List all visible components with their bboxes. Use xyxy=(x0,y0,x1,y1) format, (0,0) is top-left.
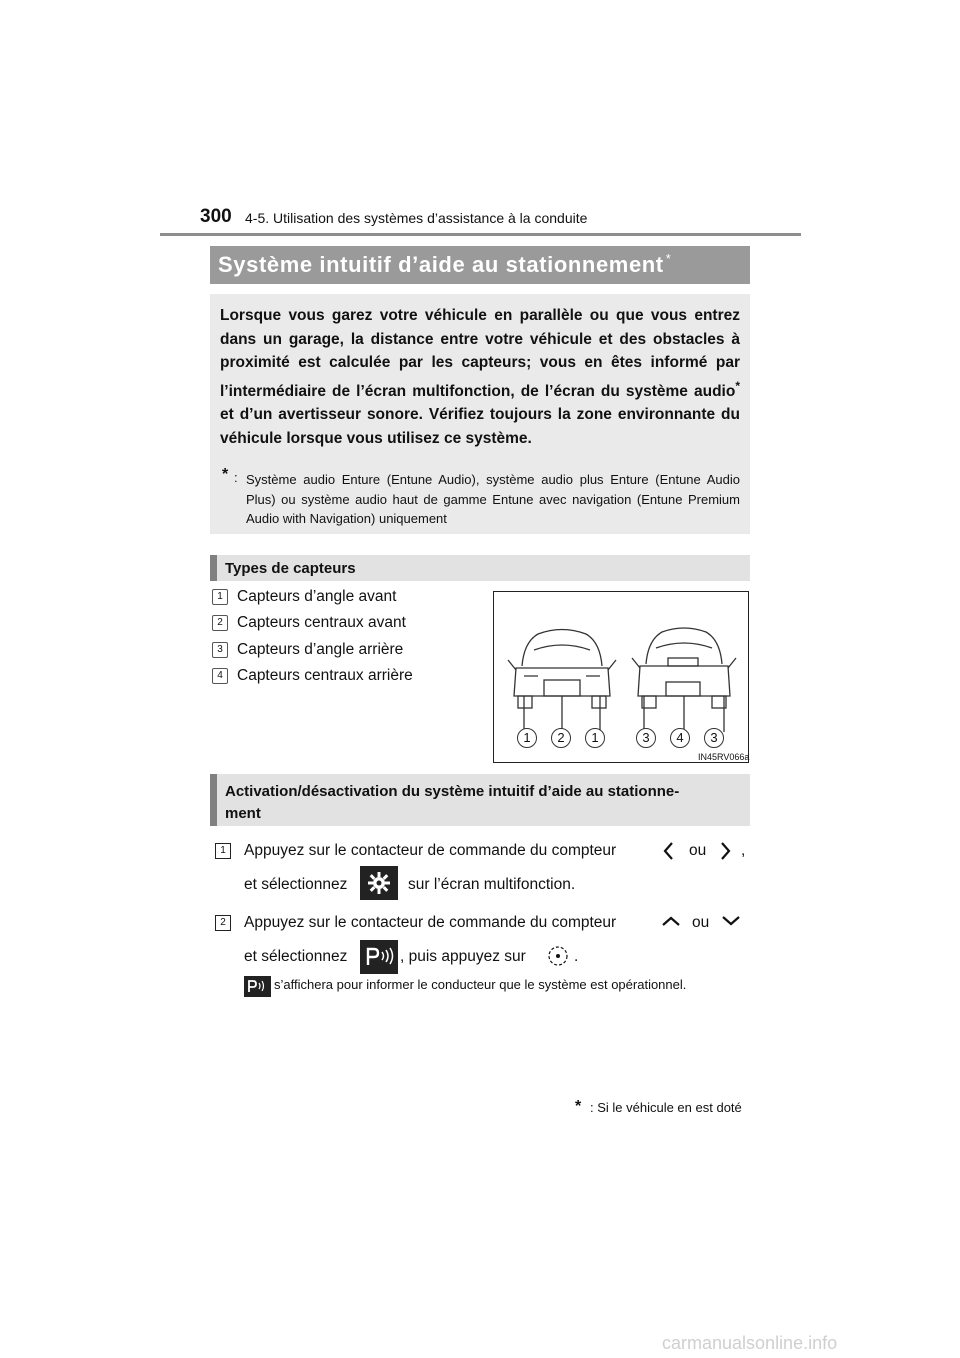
list-item xyxy=(212,667,413,685)
step1-line2b: sur l’écran multifonction. xyxy=(408,876,576,893)
chevron-right-icon xyxy=(718,841,732,861)
gear-icon xyxy=(360,866,398,900)
page-number: 300 xyxy=(200,206,232,227)
watermark: carmanualsonline.info xyxy=(662,1333,838,1353)
step2-period: . xyxy=(574,948,579,965)
footnote-text: Système audio Enture (Entune Audio), système audio plus Enture (Entune Audio Plus) ou système audio haut de gamme Entune avec navigation (Entune Premium Audio with Navigation) uniquement xyxy=(246,472,740,526)
footnote-colon: : xyxy=(234,470,238,485)
activation-heading-line2: ment xyxy=(225,805,261,822)
activation-heading-line1: Activation/désactivation du système intuitif d’aide au stationne- xyxy=(225,783,680,800)
intro-text-part2: et d’un avertisseur sonore. Vérifiez toujours la zone environnante du véhicule lorsque vous utilisez ce système. xyxy=(220,406,740,447)
step2-or: ou xyxy=(692,914,710,931)
item-label: Capteurs d’angle arrière xyxy=(237,641,404,658)
step1-line1: Appuyez sur le contacteur de commande du compteur xyxy=(244,842,617,859)
intro-paragraph xyxy=(220,304,740,451)
ok-button-icon xyxy=(547,945,569,967)
list-item xyxy=(212,588,396,606)
step1-line2a: et sélectionnez xyxy=(244,876,348,893)
title-footnote-marker: * xyxy=(665,251,672,266)
item-label: Capteurs centraux arrière xyxy=(237,667,413,684)
callout-2: 2 xyxy=(551,728,571,748)
item-label: Capteurs centraux avant xyxy=(237,614,406,631)
item-number: 3 xyxy=(212,642,228,658)
callout-3: 3 xyxy=(636,728,656,748)
page-title xyxy=(218,251,671,278)
callout-3b: 3 xyxy=(704,728,724,748)
step2-line2b: , puis appuyez sur xyxy=(400,948,526,965)
step2-line1: Appuyez sur le contacteur de commande du compteur xyxy=(244,914,617,931)
list-item xyxy=(212,614,406,632)
callout-4: 4 xyxy=(670,728,690,748)
section-title-activation xyxy=(225,781,742,825)
parking-sensor-icon xyxy=(360,940,398,974)
section-accent xyxy=(210,774,217,826)
step1-or: ou xyxy=(689,842,707,859)
step-number-2: 2 xyxy=(215,915,231,931)
item-number: 1 xyxy=(212,589,228,605)
chevron-up-icon xyxy=(660,914,682,928)
chapter-title: 4-5. Utilisation des systèmes d’assistance à la conduite xyxy=(245,210,588,226)
chevron-down-icon xyxy=(720,914,742,928)
item-label: Capteurs d’angle avant xyxy=(237,588,397,605)
list-item xyxy=(212,641,403,659)
section-title-sensors: Types de capteurs xyxy=(225,560,356,577)
chevron-left-icon xyxy=(662,841,676,861)
step-number-1: 1 xyxy=(215,843,231,859)
callout-1b: 1 xyxy=(585,728,605,748)
page-footnote-star: * xyxy=(575,1098,582,1115)
item-number: 4 xyxy=(212,668,228,684)
parking-assist-icon xyxy=(360,940,398,974)
step1-comma: , xyxy=(741,842,746,859)
step2-line2a: et sélectionnez xyxy=(244,948,348,965)
footnote-star: * xyxy=(222,466,229,483)
section-accent xyxy=(210,555,217,581)
diagram-code: IN45RV066a xyxy=(698,752,750,762)
page-title-text: Système intuitif d’aide au stationnement xyxy=(218,252,664,277)
page-footnote: : Si le véhicule en est doté xyxy=(590,1100,742,1115)
intro-text-part1: Lorsque vous garez votre véhicule en parallèle ou que vous entrez dans un garage, la distance entre votre véhicule et des obstacles à proximité est calculée par les capteurs; vous en êtes informé par l’intermédiaire de l’écran multifonction, de l’écran du système audio xyxy=(220,307,740,400)
settings-gear-icon xyxy=(360,866,398,900)
intro-footnote-marker: * xyxy=(735,378,740,393)
item-number: 2 xyxy=(212,615,228,631)
header-divider xyxy=(160,233,801,236)
callout-1: 1 xyxy=(517,728,537,748)
note-text: s’affichera pour informer le conducteur que le système est opérationnel. xyxy=(274,977,687,992)
